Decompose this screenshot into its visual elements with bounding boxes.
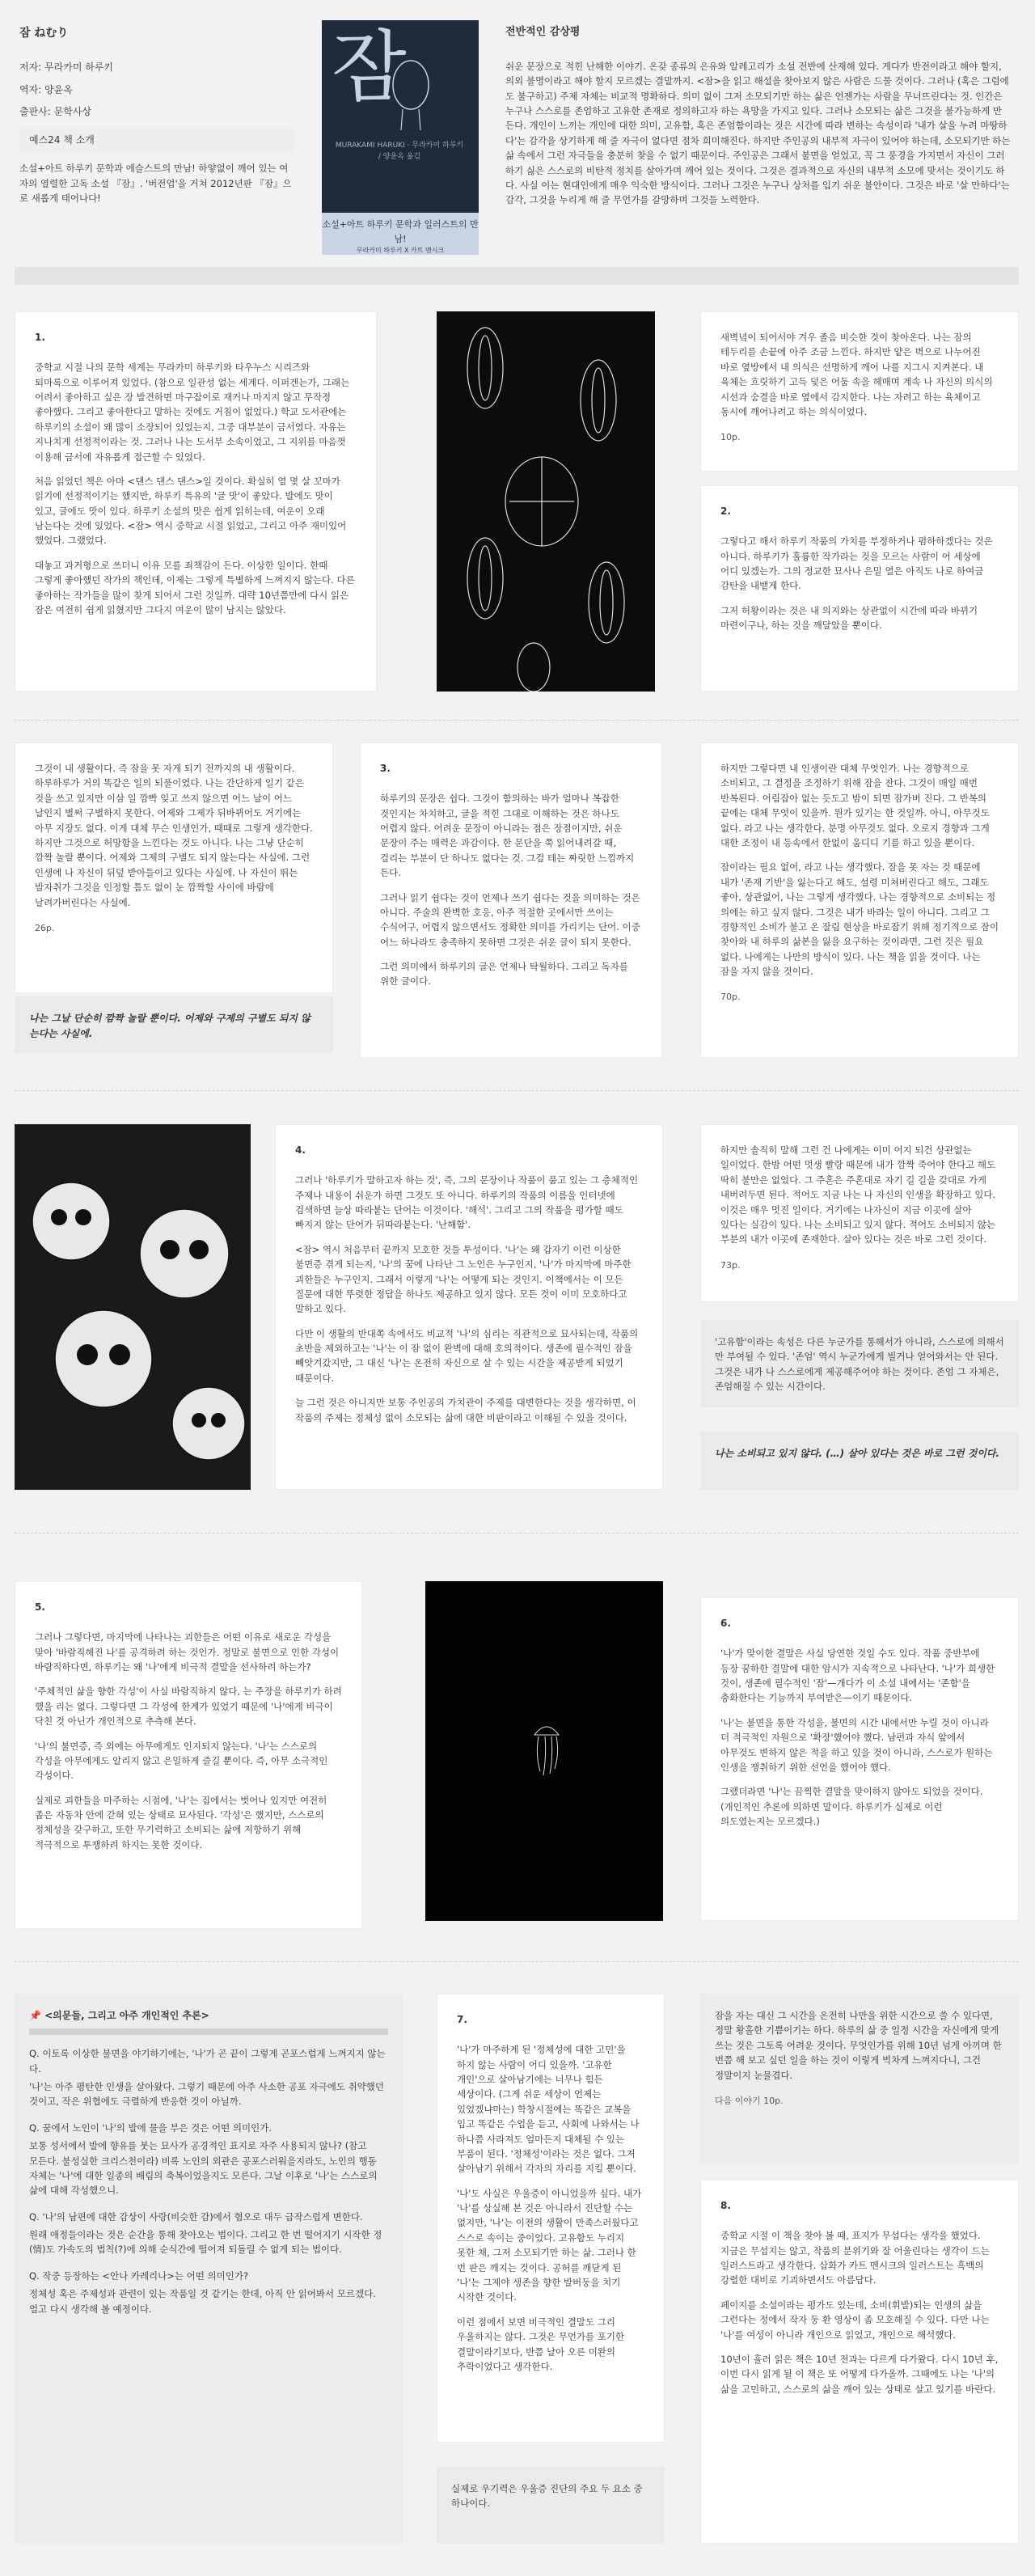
questions-title	[29, 2008, 388, 2024]
moth-pattern-icon	[437, 311, 655, 692]
essay-card-7	[437, 1994, 665, 2443]
quote-paragraph: 잠이라는 필요 없어, 라고 나는 생각했다. 잠을 못 자는 것 때문에 내가 '존재 기반'을 잃는다고 해도, 설령 미쳐버린다고 해도, 그래도 좋아, 상관없어, 나는 그렇게 생각했다. 나는 경향적으로 소비되는 정 의에는 하고 싶지 않다. 그것은 내가 바라는 일이 아니다. 그리고 그 경향적인 소비가 불고 온 잘림 현상을 바로잡기 위해 정기적으로 잠이 찾아와 내 하루의 삶본을 잃을 요구하는 것이라면, 그런 것은 필요 없다. 나에게는 나만의 방식이 있다. 나는 책을 읽을 것이다. 나는 잠을 자지 않을 것이다.	[720, 861, 999, 978]
paragraph: 중학교 시절 이 책을 찾아 볼 때, 표지가 무섭다는 생각을 했었다. 지금은 무섭지는 않고, 작품의 분위기와 잘 어울린다는 생각이 드는 일러스트라고 생각한다. 삽화가 카트 멘시크의 일러스트는 흑백의 강렬한 대비로 기괴하면서도 아름답다.	[720, 2230, 990, 2286]
translator: 역자: 양윤옥	[19, 83, 73, 95]
answer: 보통 성서에서 발에 향유를 붓는 묘사가 공경적인 표지로 자주 사용되지 않나? (참고 모든다. 불성실한 크리스천이라) 비록 노인의 외관은 공포스러워을지라도, 노인의 행동 자체는 '나'에 대한 일종의 배림의 축복이었을지도 모른다. 그날 이후로 '나'는 스스로의 삶에 대해 각성했으니.	[29, 2140, 378, 2197]
highlight-quote-1	[15, 996, 333, 1053]
divider	[15, 1961, 1019, 1962]
quote-card-1	[700, 311, 1019, 472]
cover-figure-illustration	[378, 53, 443, 133]
question: Q. 꿈에서 노인이 '나'의 발에 물을 부은 것은 어떤 의미인가.	[29, 2121, 272, 2134]
questions-title-text: <의문들, 그리고 아주 개인적인 추론>	[44, 2010, 209, 2021]
paragraph: '나'의 불면증, 즉 외에는 아무에게도 인지되지 않는다. '나'는 스스로의 각성을 아무에게도 알리지 않고 은밀하게 즐길 뿐이다. 즉, 아무 소극적인 각성이다.	[35, 1740, 328, 1782]
essay-card-6	[700, 1597, 1019, 1921]
author: 저자: 무라카미 하루키	[19, 61, 114, 74]
footnote-box	[437, 2467, 665, 2544]
paragraph: 하루키의 문장은 쉽다. 그것이 함의하는 바가 얼마나 복잡한 것인지는 차치하고, 글을 적힌 그대로 이해하는 것은 하나도 어렵지 않다. 어려운 문장이 아니라는 점은 장점이지만, 쉬운 문장이 주는 매력은 과감이다. 한 문단을 쭉 읽어내려갈 때, 걸리는 부분이 단 하나도 없다는 것. 그걸 테는 짜릿한 느낌까지 든다.	[380, 793, 635, 879]
cover-title: 잠	[332, 22, 407, 112]
paragraph: 이런 점에서 보면 비극적인 결말도 그리 우울하지는 않다. 그것은 무언가를 포기한 결말이라기보다, 반쯤 날아 오른 미완의 추락이었다고 생각한다.	[457, 2316, 625, 2372]
divider	[15, 1090, 1019, 1091]
essay-card-4	[275, 1124, 663, 1490]
quote-card-5	[700, 1994, 1019, 2164]
section-number: 1.	[35, 332, 45, 343]
paragraph: 그러나 그렇다면, 마지막에 나타나는 괴한들은 어떤 이유로 새로운 각성을 맞아 '바람직해진 나'를 공격하려 하는 것인가. 정말로 불면으로 인한 각성이 바람직하다면, 하루키는 왜 '나'에게 비극적 결말을 선사하려 하는가?	[35, 1631, 340, 1673]
quote-paragraph: 하지만 솔직히 말해 그런 건 나에게는 이미 어지 되건 상관없는 일이었다. 한밤 어떤 멋생 빨랑 때문에 내가 깜짝 죽어야 한다고 해도 딱히 불만은 없었다. 그 주혼은 주혼대로 자기 길 길을 갖대로 가게 내버려두면 된다. 적어도 지금 나는 나 자신의 인생을 확장하고 있다. 이것은 매우 멋진 일이다. 거기에는 나자신이 지금 이곳에 살아 있다는 실감이 있다. 나는 소비되고 있지 않다. 적어도 소비되지 않는 부분의 내가 이곳에 존재한다. 살아 있다는 것은 바로 그런 것이다.	[720, 1144, 996, 1246]
paragraph: 처음 읽었던 책은 아마 <댄스 댄스 댄스>일 것이다. 확실히 열 몇 살 꼬마가 읽기에 선정적이기는 했지만, 하루키 특유의 '글 맛'이 좋았다. 발에도 맛이 있고, 글에도 맛이 있다. 하루키 소설의 맛은 쉽게 읽히는데, 여운이 오래 남는다는 것에 있었다. <잠> 역시 중학교 시절 읽었고, 그리고 아주 재미있어 했었다. 그랬었다.	[35, 475, 347, 547]
paragraph: 페이지를 소설이라는 평가도 있는데, 소비(휘발)되는 인생의 삶을 그런다는 정에서 작자 둥 환 영상이 좀 모호해질 수 있다. 다만 나는 '나'를 여성이 아니라 개인으로 읽었고, 개인으로 해석했다.	[720, 2299, 990, 2341]
paragraph: '주체적인 삶을 향한 각성'이 사실 바람직하지 않다, 는 주장을 하루키가 하려 했을 리는 없다. 그렇다면 그 각성에 한계가 있었기 때문에 '나'에게 비극이 닥친 것 아닌가 개인적으로 추측해 본다.	[35, 1686, 342, 1728]
page-ref: 다음 이야기 10p.	[715, 2095, 784, 2106]
page-ref: 73p.	[720, 1259, 741, 1271]
paragraph: 늘 그런 것은 아니지만 보통 주인공의 가치관이 주제를 대변한다는 것을 생각하면, 이 작품의 주제는 정체성 없이 소모되는 삶에 대한 비판이라고 이해될 수 있을 것이다.	[295, 1397, 636, 1423]
review-body: 쉬운 문장으로 적힌 난해한 이야기. 온갖 종류의 은유와 알레고리가 소설 전반에 산재해 있다. 게다가 반전이라고 해야 할지, 의외 불명이라고 해야 할지 모르겠는 결말까지. <잠>을 읽고 해설을 찾아보지 않은 사람은 드물 것이다. 그러나 (혹은 그럼에도 불구하고) 주제 자체는 비교적 명확하다. 의미 없이 그저 소모되기만 하는 삶은 언젠가는 사람을 무너뜨린다는 것. 인간은 누구나 스스로를 존엄하고 고유한 존재로 정의하고자 하는 욕망을 가지고 있다. 그러나 소모되는 삶은 그것을 불가능하게 만든다. 개인이 느끼는 개인에 대한 의미, 고유함, 혹은 존엄함이라는 것은 시간에 따라 변하는 속성이라 '내가 살을 누려 마땅하다'는 감각을 상기하게 해 줄 자극이 없다면 점차 희미해진다. 하지만 주인공의 내부적 자극이 있어야 하는데, 소모되기만 하는 삶 속에서 그런 자극들을 충분히 찾을 수 없기 때문이다. 주인공은 그래서 불면을 얻었고, 꼭 그 풍경을 가지면서 자신이 그러하기 싫은 스스로의 비탄적 정치를 살아가며 깨어 있는 것이다. 그것은 결과적으로 자신의 내부적 소모에 맞서는 것이기도 하다. 사실 이는 현대인에게 매우 익숙한 방식이다. 그러나 그것은 누구나 상처를 입기 쉬운 불안이다. 그것은 바로 '살 만하다'는 감각, 그것을 누리게 해 줄 무언가를 갈망하며 그것들 노력한다.	[505, 60, 1011, 206]
book-title: 잠 ねむり	[19, 27, 69, 40]
paragraph: 중학교 시절 나의 문학 세계는 무라카미 하루키와 타우누스 시리즈와 퇴마록으로 이루어져 있었다. (참으로 일관성 없는 세계다. 이퍼겐는가, 그래는 어려서 좋아하고 싶은 장 발견하면 마구잡이로 재커나 마지지 않고 무작정 좋아했다. 그리고 좋아한다고 말하는 것에도 거침이 없었다.) 학교 도서관에는 하루키의 소설이 왜 많이 소장되어 있었는지, 그중 대부분이 금서였다. 자유는 지나치게 선정적이라는 것. 그러나 나는 도서부 소속이었고, 그 지위를 마음껏 이용해 금서에 자유롭게 접근할 수 있었다.	[35, 362, 350, 463]
questions-card	[15, 1994, 403, 2544]
answer: '나'는 아주 평탄한 인생을 살아왔다. 그렇기 때문에 아주 사소한 공포 자극에도 취약했던 것이고, 작은 위협에도 극렬하게 반응한 것이 아닐까.	[29, 2080, 384, 2108]
rule	[29, 2028, 388, 2035]
quote-paragraph: 잠을 자는 대신 그 시간을 온전히 나만을 위한 시간으로 쓸 수 있다면, 정말 황홀한 기쁨이기는 하다. 하루의 삶 중 일정 시간을 자신에게 맞게 쓰는 것은 그토록 어려운 것이다. 무엇인가를 위해 10년 넘게 아끼며 한 번쯤 해 보고 싶던 일을 하는 것이 이렇게 벅차게 느껴지다니, 그건 정말이지 눈물겹다.	[715, 2010, 1002, 2081]
quote-card-3	[700, 742, 1019, 1058]
quote-paragraph: 하지만 그렇다면 내 인생이란 대체 무엇인가. 나는 경향적으로 소비되고, 그 결정을 조정하기 위해 잠을 잔다. 그것이 매일 매번 반복된다. 어림잡아 없는 듯도고 밤이 되면 잠가버 진다. 그 반복의 끝에는 대체 무엇이 있을까. 뭔가 있기는 한 것일까. 아니, 아무것도 없다. 라고 나는 생각한다. 분명 아무것도 없다. 오로지 경향과 그게 대한 조정이 내 등속에서 한없이 움디디 기를 하고 있을 뿐이다.	[720, 763, 990, 848]
essay-card-1	[15, 311, 377, 692]
paragraph: '나'가 마주하게 된 '정체성에 대한 고민'을 하지 않는 사람이 어디 있을까. '고유한 개인'으로 살아남기에는 너무나 힘든 세상이다. (그게 쉬운 세상이 언제는 있었겠냐마는) 학창시절에는 똑같은 교복을 입고 똑같은 수업을 듣고, 사회에 나와서는 나 하나쯤 사라져도 얼마든지 대체될 수 있는 부품이 된다. '정체성'이라는 것은 없다. 그저 살아남기 위해서 각자의 자리를 지킬 뿐이다.	[457, 2044, 640, 2175]
reflection-box	[700, 1320, 1019, 1407]
moth-illustration	[437, 311, 655, 692]
essay-card-5	[15, 1581, 362, 1929]
cover-band	[322, 213, 479, 255]
paragraph: 10년이 흘러 읽은 책은 10년 전과는 다르게 다가왔다. 다시 10년 후, 이번 다시 읽게 될 이 책은 또 어떻게 다가올까. 그때에도 나는 '나'의 삶을 고민하고, 스스로의 삶을 깨어 있는 상태로 살고 있기를 바란다.	[720, 2353, 999, 2395]
quote-card-2	[15, 742, 333, 993]
paragraph: 대놓고 과거형으로 쓰더니 이유 모를 죄책감이 든다. 이상한 일이다. 한때 그렇게 좋아했던 작가의 책인데, 이제는 그렇게 특별하게 느껴지지 않는다. 다른 좋아하는 작가들을 많이 찾게 되어서 그런 것일까. 대략 10년쯤만에 다시 읽은 잠은 여전히 쉽게 읽혔지만 그다지 여운이 많이 남지는 않았다.	[35, 559, 355, 616]
section-number: 7.	[457, 2014, 467, 2025]
intro-bar: 예스24 책 소개	[19, 128, 294, 153]
reflection-text: '고유함'이라는 속성은 다른 누군가를 통해서가 아니라, 스스로에 의해서만 부여될 수 있다. '존엄' 역시 누군가에게 빌거나 얻어와서는 안 된다. 그것은 내가 나 스스로에게 제공해주어야 하는 것이다. 존엄 그 자체은, 존엄해질 수 있는 시간이다.	[715, 1336, 1004, 1393]
book-info	[19, 24, 294, 205]
essay-card-8	[700, 2180, 1019, 2544]
skull-illustration	[15, 1124, 251, 1490]
jellyfish-icon	[425, 1581, 663, 1921]
section-number: 3.	[380, 763, 391, 774]
quote-paragraph: 새벽녘이 되어서야 겨우 졸음 비슷한 것이 찾아온다. 나는 잠의 테두리를 손끝에 아주 조금 느낀다. 하지만 얕은 벽으로 나누어진 바로 옆방에서 내 의식은 선명하게 깨어 나를 지그시 지켜본다. 내 육체는 흐릿하기 고득 덫은 어둠 속을 헤매며 계속 나 자신의 의식의 시선과 숨결을 바로 옆에서 감지한다. 나는 자려고 하는 육체이고 동시에 깨어나려고 하는 의식이었다.	[720, 332, 993, 417]
paragraph: 다만 이 생활의 반대쪽 속에서도 비교적 '나'의 심리는 직관적으로 묘사되는데, 작품의 초반을 제외하고는 '나'는 이 잠 없이 완벽에 대해 호의적이다. 생존에 필수적인 잠을 빼앗겨갔지만, 그 대신 '나'는 온전히 자신으로 살 수 있는 시간을 제공받게 되었기 때문이다.	[295, 1327, 639, 1384]
section-number: 6.	[720, 1618, 731, 1629]
paragraph: 그러나 '하루키가 말하고자 하는 것', 즉, 그의 문장이나 작품이 품고 있는 그 층체적인 주제나 내용이 쉬운가 하면 그것도 또 아니다. 하루키의 작품의 이름을 인터넷에 검색하면 늘상 따라붙는 단어는 이것이다. '해석'. 그리고 그의 작품을 평가할 때도 빠지지 않는 단어가 뒤따라붙는다. '난해함'.	[295, 1174, 639, 1231]
highlight-quote-text: 나는 소비되고 있지 않다. (…) 살아 있다는 것은 바로 그런 것이다.	[715, 1448, 1000, 1459]
paragraph: 그랬더라면 '나'는 끔찍한 결말을 맞이하지 않아도 되었을 것이다. (개인적인 추론에 의하면 말이다. 하루키가 실제로 이런 의도였는지는 모르겠다.)	[720, 1786, 983, 1828]
book-cover	[322, 20, 479, 255]
question: Q. 이토록 이상한 불면을 야기하기에는, '나'가 곤 끝이 그렇게 곤포스럽게 느껴지지 않는다.	[29, 2048, 386, 2075]
section-number: 4.	[295, 1144, 306, 1156]
publisher: 출판사: 문학사상	[19, 105, 92, 117]
paragraph: '나'는 불면을 통한 각성을, 불면의 시간 내에서만 누릴 것이 아니라 더 적극적인 자원으로 '확장'했어야 했다. 남편과 자식 앞에서 아무것도 변하지 않은 적을 하고 있을 것이 아니라, 스스로가 원하는 인생을 쟁취하기 위한 선언을 했어야 했다.	[720, 1716, 993, 1773]
essay-card-3	[360, 742, 662, 1058]
section-number: 2.	[720, 505, 731, 517]
paragraph: 그렇다고 해서 하루키 작품의 가치를 부정하거나 폄하하겠다는 것은 아니다. 하루키가 훌륭한 작가라는 것을 모르는 사람이 어 세상에 어디 있겠는가. 그의 정교한 묘사나 은밀 열은 아직도 나로 하여금 감탄을 내뱉게 한다.	[720, 535, 993, 592]
paragraph: 그러나 읽기 쉽다는 것이 언제나 쓰기 쉽다는 것을 의미하는 것은 아니다. 주술의 완벽한 호응, 아주 적절한 곳에서만 쓰이는 수식어구, 어렵지 않으면서도 정확한 의미를 가리키는 단어. 이중 어느 하나라도 충족하지 못하면 그것은 쉬운 글이 되지 못한다.	[380, 891, 640, 948]
intro-text: 소설+아트 하루키 문학과 에슬스트의 만남! 하얗없이 깨어 있는 여자의 열렬한 고독 소설 『잠』. '버전업'을 거쳐 2012년판 『잠』으로 새롭게 태어나다!	[19, 163, 292, 204]
answer: 원래 애정들이라는 것은 순간을 통해 찾아오는 법이다. 그리고 한 번 떨어지기 시작한 정(情)도 가속도의 법칙(?)에 의해 순식간에 떨어져 되돌릴 수 없게 되는 법이다.	[29, 2229, 382, 2256]
skull-pattern-icon	[15, 1124, 251, 1490]
quote-paragraph: 그것이 내 생활이다. 즉 잠을 못 자게 되기 전까지의 내 생활이다. 하루하루가 거의 똑같은 일의 되풀이였다. 나는 간단하게 일기 같은 것을 쓰고 있지만 이삼 일 깜빡 잊고 쓰지 않으면 어느 날이 어느 날인지 별써 구별하지 못한다. 어제와 그제가 뒤바뀌어도 거기에는 아무 지장도 없다. 이게 대체 무슨 인생인가, 때때로 그렇게 생각한다. 하지만 그것으로 허망함을 느낀다는 것도 아니다. 나는 그냥 단순히 깜짝 놀랄 뿐이다. 어제와 그제의 구별도 되지 않는다는 사실에. 그런 인생에 나 자신이 뒤덮 받아들이고 있다는 사실에. 나 자신이 뛰는 발자취가 그것을 인정할 틈도 없이 눈 깜짝할 사이에 바람에 날려가버린다는 사실에.	[35, 763, 313, 908]
review-title: 전반적인 감상평	[505, 26, 581, 38]
essay-card-2	[700, 485, 1019, 692]
divider-strip	[15, 267, 1019, 285]
paragraph: '나'도 사실은 우울증이 아니었을까 싶다. 내가 '나'를 상실해 본 것은 아니라서 진단할 수는 없지만, '나'는 이전의 생활이 만족스러웠다고 스스로 속이는 중이었다. 고유함도 누리지 못한 채, 그저 소모되기만 하는 삶. 그러나 한 번 판은 깨지는 것이다. 공허를 깨닫게 된 '나'는 그제야 생존을 향한 발버둥을 치기 시작한 것이다.	[457, 2187, 642, 2303]
paragraph: 실제로 괴한들을 마주하는 시점에, '나'는 집에서는 벗어나 있지만 여전히 좁은 자동차 안에 갇혀 있는 상태로 묘사된다. '각성'은 했지만, 스스로의 정체성을 갖구하고, 또한 무기력하고 소비되는 삶에 저항하기 위해 적극적으로 투쟁하려 하지는 못한 것이다.	[35, 1794, 327, 1851]
cover-band-small: 무라카미 하루키 X 카트 멘시크	[356, 247, 445, 255]
divider	[15, 720, 1019, 721]
paragraph: 그런 의미에서 하루키의 글은 언제나 탁월하다. 그리고 독자를 위한 글이다.	[380, 961, 628, 988]
paragraph: '나'가 맞이한 결말은 사실 당연한 것일 수도 있다. 작품 중반부에 등장 꿈하한 결말에 대한 암시가 지속적으로 나타난다. '나'가 희생한 것이, 생존에 필수적인 '잠'—개다가 이 소설 내에서는 '존함'을 충화한다는 기능까지 부여받은—이기 때문이다.	[720, 1648, 995, 1704]
page-ref: 10p.	[720, 432, 741, 443]
cover-band-main: 소설+아트 하루키 문학과 일러스트의 만남!	[322, 219, 479, 244]
question: Q. 작중 등장하는 <안나 카레리나>는 어떤 의미인가?	[29, 2269, 249, 2282]
footnote-text: 실제로 우기력은 우울증 진단의 주요 두 요소 중 하나이다.	[451, 2483, 643, 2510]
paragraph: <잠> 역시 처음부터 끝까지 모호한 것들 투성이다. '나'는 왜 갑자기 이런 이상한 불면증 겪게 되는지, '나'의 꿈에 나타난 그 노인은 누구인지, '나'가 마지막에 마주한 괴한들은 누구인지. 그래서 이렇게 '나'는 어떻게 되는 것인지. 이책에서는 이 모든 질문에 대한 뚜렷한 정답을 하나도 제공하고 있지 않다. 모든 것이 이미 모호하다고 말하고 있다.	[295, 1243, 632, 1315]
section-number: 8.	[720, 2200, 731, 2211]
highlight-quote-2	[700, 1432, 1019, 1490]
quote-card-4	[700, 1124, 1019, 1302]
pin-icon: 📌	[29, 2010, 45, 2021]
jellyfish-illustration	[425, 1581, 663, 1921]
highlight-quote-text: 나는 그날 단순히 깜짝 놀랄 뿐이다. 어제와 구제의 구별도 되지 않는다는 사실에.	[29, 1013, 310, 1040]
page-ref: 26p.	[35, 922, 55, 933]
paragraph: 그저 허황이라는 것은 내 의지와는 상관없이 시간에 따라 바뀌기 마련이구나, 하는 것을 깨달았을 뿐이다.	[720, 604, 978, 632]
overall-review	[505, 24, 1011, 208]
answer: 정체성 혹은 주제성과 관련이 있는 작품일 것 같기는 한데, 아직 안 읽어봐서 모르겠다. 얼고 다시 생각해 볼 예정이다.	[29, 2288, 376, 2315]
cover-sub: MURAKAMI HARUKI · 무라카미 하루키 / 양윤옥 옮김	[335, 142, 464, 162]
page-ref: 70p.	[720, 992, 741, 1003]
question: Q. '나'의 남편에 대한 감상이 사랑(비슷한 감)에서 혐오로 대두 급작스럽게 변한다.	[29, 2210, 363, 2223]
section-number: 5.	[35, 1601, 45, 1613]
